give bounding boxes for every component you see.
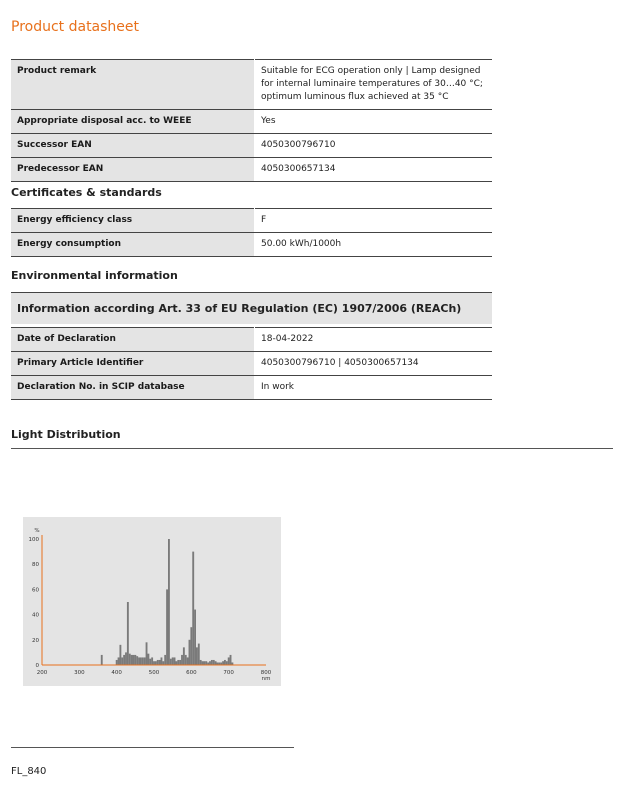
y-tick-label: 60: [32, 587, 39, 594]
table-value: 50.00 kWh/1000h: [255, 233, 493, 257]
chart-bar: [170, 659, 172, 665]
x-axis-label: nm: [261, 676, 271, 682]
chart-bar: [118, 657, 120, 665]
chart-bar: [189, 640, 191, 665]
chart-bar: [226, 661, 228, 665]
chart-bar: [131, 655, 133, 665]
table-value: 4050300657134: [255, 158, 493, 182]
divider: [11, 747, 294, 748]
table-row: [11, 233, 492, 257]
chart-bar: [179, 660, 181, 665]
table-key: Appropriate disposal acc. to WEEE: [11, 110, 255, 134]
chart-bar: [205, 661, 207, 665]
spectral-chart: [23, 517, 281, 686]
chart-bar: [166, 589, 168, 665]
chart-bar: [136, 656, 138, 665]
chart-bar: [119, 645, 121, 665]
chart-bar: [192, 552, 194, 665]
table-key: Successor EAN: [11, 134, 255, 158]
table-key: Product remark: [11, 60, 255, 110]
table-key: Energy efficiency class: [11, 209, 255, 233]
x-tick-label: 800: [260, 670, 272, 676]
chart-bar: [187, 657, 189, 665]
x-tick-label: 500: [148, 670, 160, 676]
chart-bar: [209, 661, 211, 665]
y-tick-label: 0: [35, 663, 39, 669]
chart-bar: [125, 652, 127, 665]
chart-bar: [159, 660, 161, 665]
chart-bar: [164, 655, 166, 665]
chart-bar: [222, 661, 224, 665]
chart-bar: [123, 655, 125, 665]
table-row: [11, 60, 492, 110]
chart-bar: [200, 660, 202, 665]
table-value: 18-04-2022: [255, 328, 493, 352]
table-value: 4050300796710: [255, 134, 493, 158]
page-title: Product datasheet: [11, 19, 140, 35]
chart-bar: [116, 660, 118, 665]
chart-bar: [203, 661, 205, 665]
chart-bar: [213, 660, 215, 665]
chart-bar: [194, 610, 196, 665]
chart-bar: [177, 660, 179, 665]
y-axis-label: %: [34, 528, 40, 534]
chart-bar: [101, 655, 103, 665]
chart-bar: [185, 655, 187, 665]
chart-bar: [151, 657, 153, 665]
chart-bar: [172, 657, 174, 665]
table-key: Primary Article Identifier: [11, 352, 255, 376]
table-row: [11, 110, 492, 134]
chart-bar: [121, 657, 123, 665]
chart-bar: [168, 539, 170, 665]
table-value: In work: [255, 376, 493, 400]
chart-bar: [196, 647, 198, 665]
chart-bar: [162, 661, 164, 665]
spectral-chart-svg: [23, 517, 281, 686]
chart-bar: [202, 661, 204, 665]
chart-bar: [147, 654, 149, 665]
chart-bar: [230, 655, 232, 665]
environmental-heading: Environmental information: [11, 269, 178, 282]
chart-bar: [134, 655, 136, 665]
chart-bar: [211, 660, 213, 665]
chart-bar: [175, 661, 177, 665]
y-tick-label: 40: [32, 612, 39, 619]
chart-bar: [133, 655, 135, 665]
chart-bar: [149, 659, 151, 665]
chart-bar: [190, 627, 192, 665]
table-row: [11, 158, 492, 182]
light-distribution-heading: Light Distribution: [11, 428, 121, 441]
chart-bar: [144, 657, 146, 665]
reach-heading: Information according Art. 33 of EU Regulation (EC) 1907/2006 (REACh): [11, 292, 492, 324]
chart-bar: [181, 655, 183, 665]
table-value: Yes: [255, 110, 493, 134]
chart-bar: [228, 657, 230, 665]
chart-bar: [183, 647, 185, 665]
chart-bar: [155, 661, 157, 665]
chart-bar: [161, 657, 163, 665]
chart-bar: [174, 657, 176, 665]
table-row: [11, 376, 492, 400]
chart-bar: [224, 660, 226, 665]
chart-bar: [215, 661, 217, 665]
certificates-table: [11, 208, 492, 257]
y-tick-label: 80: [32, 562, 39, 569]
table-row: [11, 352, 492, 376]
y-tick-label: 100: [28, 537, 39, 543]
y-tick-label: 20: [32, 637, 39, 644]
chart-bar: [129, 654, 131, 665]
table-row: [11, 328, 492, 352]
x-tick-label: 600: [186, 670, 197, 676]
product-code: FL_840: [11, 766, 47, 777]
x-tick-label: 700: [223, 670, 234, 676]
divider: [11, 448, 613, 449]
table-key: Energy consumption: [11, 233, 255, 257]
chart-bar: [138, 657, 140, 665]
table-key: Date of Declaration: [11, 328, 255, 352]
x-tick-label: 400: [111, 670, 122, 676]
x-tick-label: 200: [36, 670, 48, 676]
x-tick-label: 300: [74, 670, 85, 676]
chart-bar: [127, 602, 129, 665]
chart-bar: [146, 642, 148, 665]
product-info-table: [11, 59, 492, 182]
table-value: Suitable for ECG operation only | Lamp designed for internal luminaire temperatures of 30…40 °C; optimum luminous flux achieved at 35 °C: [255, 60, 493, 110]
table-value: 4050300796710 | 4050300657134: [255, 352, 493, 376]
chart-bar: [153, 661, 155, 665]
chart-bar: [198, 644, 200, 665]
table-key: Declaration No. in SCIP database: [11, 376, 255, 400]
table-row: [11, 134, 492, 158]
certificates-heading: Certificates & standards: [11, 186, 162, 199]
reach-table: [11, 327, 492, 400]
table-key: Predecessor EAN: [11, 158, 255, 182]
chart-bar: [140, 657, 142, 665]
chart-bar: [142, 657, 144, 665]
table-row: [11, 209, 492, 233]
table-value: F: [255, 209, 493, 233]
chart-bar: [157, 660, 159, 665]
